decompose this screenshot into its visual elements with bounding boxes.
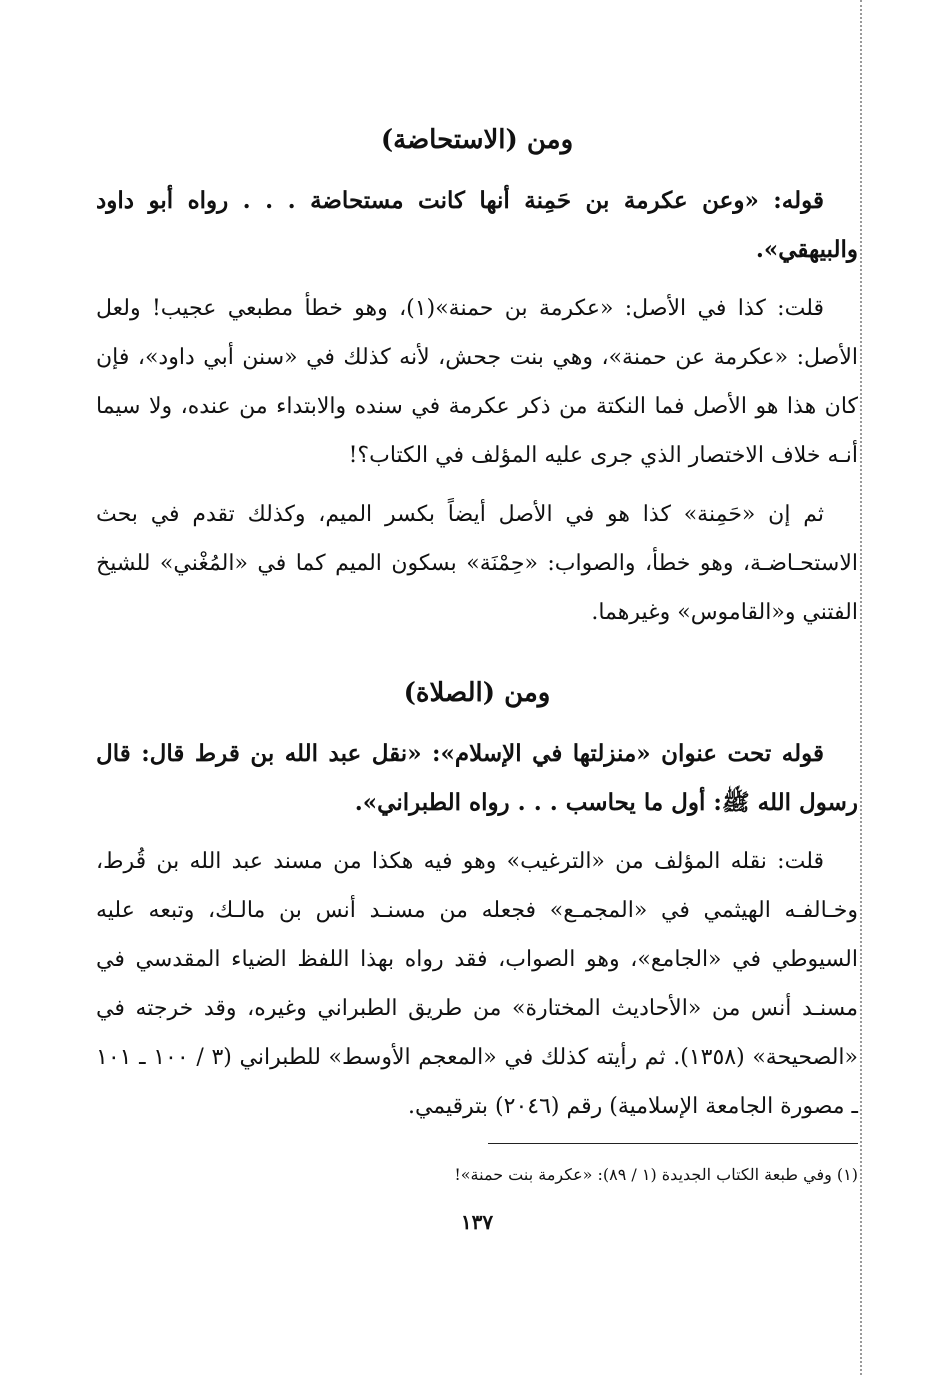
footnote: (١) وفي طبعة الكتاب الجديدة (١ / ٨٩): «عكرمة بنت حمنة»! bbox=[454, 1165, 858, 1184]
quoted-text-istihada: قوله: «وعن عكرمة بن حَمِنة أنها كانت مستحاضة . . . رواه أبو داود والبيهقي». bbox=[96, 187, 858, 263]
commentary-paragraph: ثم إن «حَمِنة» كذا هو في الأصل أيضاً بكسر الميم، وكذلك تقدم في بحث الاستحـاضـة، وهو خطأ، والصواب: «حِمْنَة» بسكون الميم كما في «المُغْني» للشيخ الفتني و«القاموس» وغيرهما. bbox=[96, 502, 859, 625]
quoted-text-salat: قوله تحت عنوان «منزلتها في الإسلام»: «نقل عبد الله بن قرط قال: قال رسول الله ﷺ: أول ما يحاسب . . . رواه الطبراني». bbox=[96, 740, 858, 816]
section-heading-salat: ومن (الصلاة) bbox=[403, 678, 551, 708]
page-number: ١٣٧ bbox=[460, 1210, 494, 1234]
section-heading-istihada: ومن (الاستحاضة) bbox=[380, 125, 574, 155]
page-edge-line bbox=[860, 0, 862, 1375]
footnote-separator bbox=[488, 1143, 858, 1144]
commentary-paragraph: قلت: كذا في الأصل: «عكرمة بن حمنة»(١)، وهو خطأ مطبعي عجيب! ولعل الأصل: «عكرمة عن حمنة»، وهي بنت جحش، لأنه كذلك في «سنن أبي داود»، فإن كان هذا هو الأصل فما النكتة من ذكر عكرمة في سنده والابتداء من عنده، ولا سيما أنـه خلاف الاختصار الذي جرى عليه المؤلف في الكتاب؟! bbox=[96, 296, 858, 468]
section-gap bbox=[96, 647, 858, 673]
book-page bbox=[96, 120, 858, 1234]
commentary-paragraph: قلت: نقله المؤلف من «الترغيب» وهو فيه هكذا من مسند عبد الله بن قُرط، وخـالفـه الهيثمي في «المجمـع» فجعله من مسنـد أنس بن مالـك، وتبعه عليه السيوطي في «الجامع»، وهو الصواب، فقد رواه بهذا اللفظ الضياء المقدسي في مسنـد أنس من «الأحاديث المختارة» من طريق الطبراني وغيره، وقد خرجته في «الصحيحة» (١٣٥٨). ثم رأيته كذلك في «المعجم الأوسط» للطبراني (٣ / ١٠٠ ـ ١٠١ ـ مصورة الجامعة الإسلامية) رقم (٢٠٤٦) بترقيمي. bbox=[96, 849, 858, 1119]
